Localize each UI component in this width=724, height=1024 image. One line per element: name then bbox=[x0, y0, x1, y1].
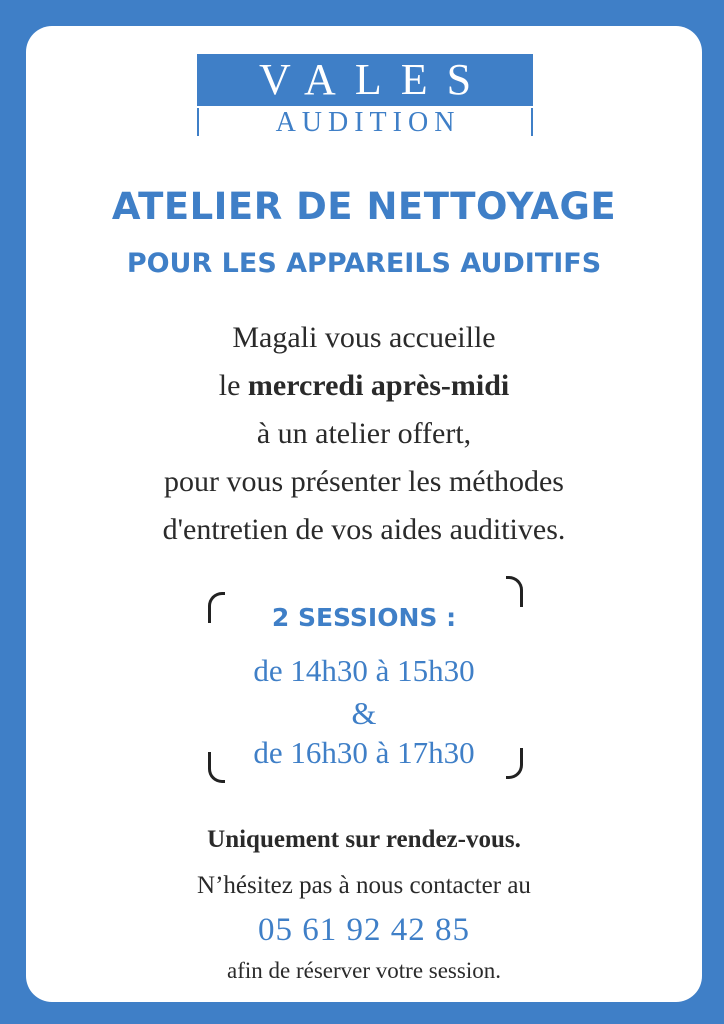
flyer-card bbox=[26, 26, 702, 1002]
intro-line-2-prefix: le bbox=[218, 369, 248, 402]
intro-line-3: à un atelier offert, bbox=[256, 417, 472, 450]
intro-line-2 bbox=[26, 362, 702, 410]
phone-number: 05 61 92 42 85 bbox=[258, 912, 470, 948]
intro-line-5: d'entretien de vos aides auditives. bbox=[162, 513, 566, 546]
sub-title: POUR LES APPAREILS AUDITIFS bbox=[126, 248, 602, 279]
vales-audition-logo bbox=[197, 54, 533, 140]
sessions-title: 2 SESSIONS : bbox=[271, 603, 457, 632]
contact-text: N’hésitez pas à nous contacter au bbox=[197, 872, 531, 899]
intro-paragraph bbox=[26, 314, 702, 554]
logo-subbrand-text: AUDITION bbox=[197, 108, 533, 136]
main-title: ATELIER DE NETTOYAGE bbox=[111, 185, 617, 228]
reserve-text: afin de réserver votre session. bbox=[227, 958, 501, 983]
appointment-notice: Uniquement sur rendez-vous. bbox=[207, 826, 521, 853]
intro-day-emphasis: mercredi après-midi bbox=[247, 369, 510, 402]
session-slot-1: de 14h30 à 15h30 bbox=[253, 653, 475, 688]
intro-line-1: Magali vous accueille bbox=[232, 321, 496, 354]
logo-brand-text: VALES bbox=[197, 54, 533, 106]
intro-line-4: pour vous présenter les méthodes bbox=[164, 465, 564, 498]
session-separator: & bbox=[351, 695, 377, 731]
session-slot-2: de 16h30 à 17h30 bbox=[253, 735, 475, 770]
